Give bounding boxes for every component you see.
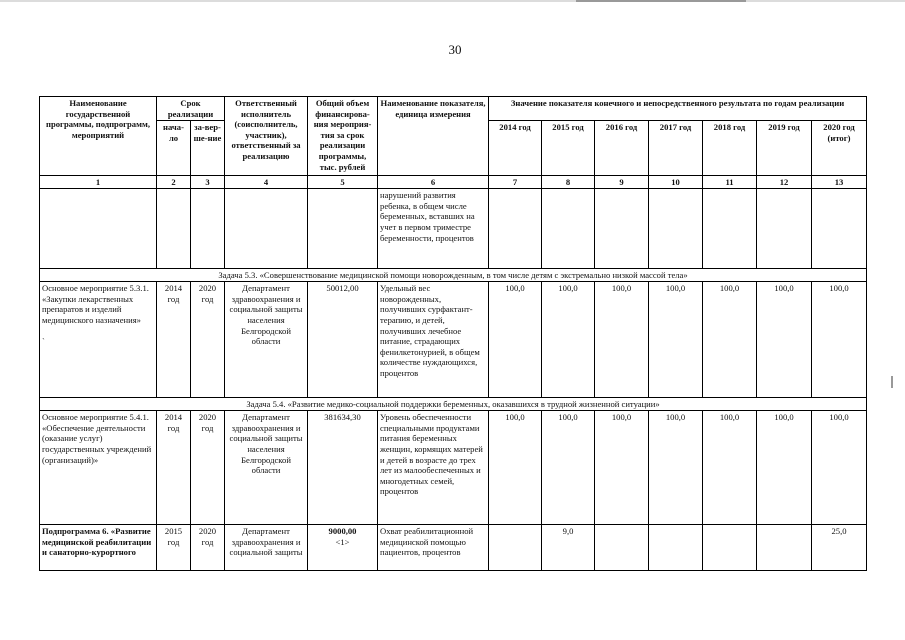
end-year: 2020 год [191,525,225,571]
volume-cell [308,525,378,571]
indicator-cell: Уровень обеспеченности специальными продуктами питания беременных женщин, кормящих матерей и детей в возрасте до трех лет из малообеспеченных и многодетных семей, процентов [378,411,489,525]
end-year: 2020 год [191,411,225,525]
value-cell: 100,0 [542,282,595,398]
indicators-table [39,96,867,571]
value-cell: 25,0 [812,525,867,571]
column-number: 7 [489,176,542,189]
value-cell [703,525,757,571]
volume-footnote-ref: <1> [335,536,350,547]
column-numbers-row [40,176,867,189]
table-row [40,411,867,525]
header-year: 2016 год [595,121,649,176]
value-cell: 100,0 [595,411,649,525]
header-year: 2018 год [703,121,757,176]
value-cell: 100,0 [542,411,595,525]
responsible-cell: Департамент здравоохранения и социальной защиты [225,525,308,571]
cell-empty [649,189,703,269]
indicator-cell: Удельный вес новорожденных, получивших сурфактант-терапию, и детей, получивших лечебное питание, страдающих фенилкетонурией, в общем количестве нуждающихся, процентов [378,282,489,398]
task-row [40,398,867,411]
header-row [40,97,867,121]
indicator-cell: Охват реабилитационной медицинской помощью пациентов, процентов [378,525,489,571]
column-number: 8 [542,176,595,189]
cell-empty [225,189,308,269]
page-number: 30 [448,42,462,57]
value-cell: 100,0 [489,411,542,525]
table-row [40,282,867,398]
header-term: Срок реализации [157,97,225,121]
value-cell: 100,0 [595,282,649,398]
volume-value: 9000,00 [328,526,357,537]
activity-name: Основное мероприятие 5.4.1. «Обеспечение деятельности (оказание услуг) государственных учреждений (организаций)» [40,411,157,525]
column-number: 12 [757,176,812,189]
value-cell: 100,0 [812,411,867,525]
header-values-group: Значение показателя конечного и непосредственного результата по годам реализации [489,97,867,121]
value-cell [489,525,542,571]
volume-cell: 50012,00 [308,282,378,398]
column-number: 13 [812,176,867,189]
start-year: 2014 год [157,282,191,398]
cell-empty [812,189,867,269]
value-cell: 100,0 [489,282,542,398]
value-cell [757,525,812,571]
column-number: 10 [649,176,703,189]
start-year: 2014 год [157,411,191,525]
value-cell: 100,0 [649,282,703,398]
column-number: 6 [378,176,489,189]
scan-mark [891,376,893,388]
header-year: 2014 год [489,121,542,176]
column-number: 3 [191,176,225,189]
cell-empty [757,189,812,269]
end-year: 2020 год [191,282,225,398]
value-cell: 100,0 [703,411,757,525]
header-year: 2019 год [757,121,812,176]
page-top-edge [0,0,905,2]
value-cell: 100,0 [812,282,867,398]
activity-name: Основное мероприятие 5.3.1. «Закупки лекарственных препаратов и изделий медицинского назначения» ` [40,282,157,398]
value-cell: 100,0 [757,282,812,398]
value-cell: 100,0 [703,282,757,398]
header-volume: Общий объем финансирова-ния мероприя-тия за срок реализации программы, тыс. рублей [308,97,378,176]
value-cell [595,525,649,571]
cell-empty [595,189,649,269]
value-cell: 100,0 [649,411,703,525]
table-row [40,189,867,269]
column-number: 9 [595,176,649,189]
header-year: 2017 год [649,121,703,176]
subprogram-name: Подпрограмма 6. «Развитие медицинской реабилитации и санаторно-курортного [40,525,157,571]
volume-cell: 381634,30 [308,411,378,525]
responsible-cell: Департамент здравоохранения и социальной защиты населения Белгородской области [225,411,308,525]
task-heading: Задача 5.4. «Развитие медико-социальной поддержки беременных, оказавшихся в трудной жизненной ситуации» [40,398,867,411]
cell-empty [703,189,757,269]
task-row [40,269,867,282]
scan-mark [576,0,746,2]
responsible-cell: Департамент здравоохранения и социальной защиты населения Белгородской области [225,282,308,398]
task-heading: Задача 5.3. «Совершенствование медицинской помощи новорожденным, в том числе детям с экстремально низкой массой тела» [40,269,867,282]
header-year: 2015 год [542,121,595,176]
column-number: 4 [225,176,308,189]
column-number: 11 [703,176,757,189]
column-number: 5 [308,176,378,189]
cell-empty [191,189,225,269]
cell-empty [542,189,595,269]
value-cell: 9,0 [542,525,595,571]
table-row [40,525,867,571]
value-cell: 100,0 [757,411,812,525]
cell-empty [157,189,191,269]
header-end: за-вер-ше-ние [191,121,225,176]
cell-empty [489,189,542,269]
header-name: Наименование государственной программы, подпрограмм, мероприятий [40,97,157,176]
stray-mark: ` [42,336,45,347]
start-year: 2015 год [157,525,191,571]
header-year: 2020 год (итог) [812,121,867,176]
header-start: нача-ло [157,121,191,176]
column-number: 2 [157,176,191,189]
header-responsible: Ответственный исполнитель (соисполнитель, участник), ответственный за реализацию [225,97,308,176]
value-cell [649,525,703,571]
cell-empty [308,189,378,269]
column-number: 1 [40,176,157,189]
cell-empty [40,189,157,269]
header-indicator: Наименование показателя, единица измерения [378,97,489,176]
indicator-cell: нарушений развития ребенка, в общем числе беременных, вставших на учет в первом триместре беременности, процентов [378,189,489,269]
